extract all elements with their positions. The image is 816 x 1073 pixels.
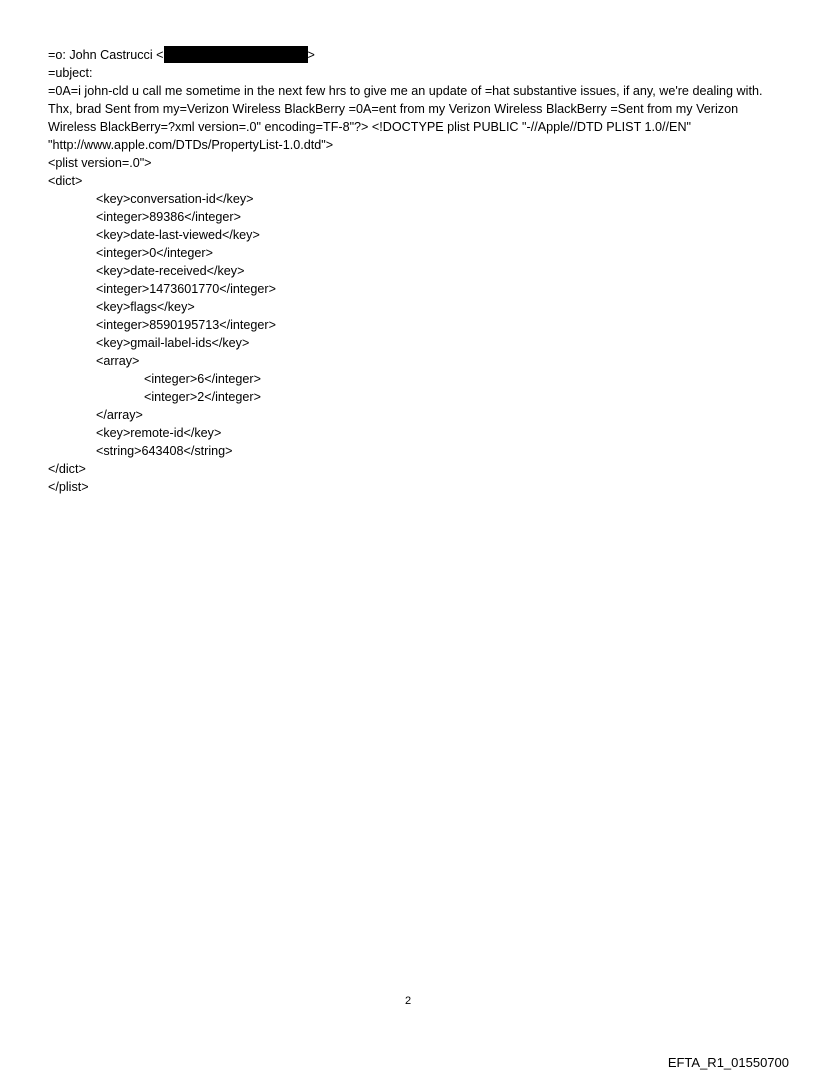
dict-close: </dict> — [48, 462, 86, 476]
redaction-block — [164, 46, 308, 63]
plist-value: <integer>0</integer> — [96, 246, 213, 260]
plist-key: <key>gmail-label-ids</key> — [96, 336, 250, 350]
array-open: <array> — [96, 354, 140, 368]
email-body: =0A=i john-cld u call me sometime in the next few hrs to give me an update of =hat substantive issues, if any, we're dealing with. Thx, brad Sent from my=Verizon Wireless BlackBerry =0A=ent from my Verizon Wireless BlackBerry =Sent from my Verizon Wireless BlackBerry=?xml version=.0" encoding=TF-8"?> <!DOCTYPE plist PUBLIC "-//Apple//DTD PLIST 1.0//EN" "http://www.apple.com/DTDs/PropertyList-1.0.dtd"> — [48, 84, 763, 152]
document-text — [48, 46, 770, 496]
plist-open: <plist version=.0"> — [48, 156, 152, 170]
to-close: > — [307, 48, 315, 62]
plist-key: <key>remote-id</key> — [96, 426, 222, 440]
plist-key: <key>date-last-viewed</key> — [96, 228, 260, 242]
subject-line: =ubject: — [48, 66, 93, 80]
plist-value: <integer>1473601770</integer> — [96, 282, 276, 296]
array-item: <integer>6</integer> — [144, 372, 261, 386]
to-line — [48, 46, 770, 64]
to-label: =o: John Castrucci < — [48, 48, 164, 62]
plist-value: <integer>89386</integer> — [96, 210, 241, 224]
dict-open: <dict> — [48, 174, 83, 188]
plist-value: <string>643408</string> — [96, 444, 233, 458]
plist-key: <key>flags</key> — [96, 300, 195, 314]
bates-number: EFTA_R1_01550700 — [667, 1055, 789, 1070]
array-close: </array> — [96, 408, 143, 422]
array-item: <integer>2</integer> — [144, 390, 261, 404]
plist-close: </plist> — [48, 480, 89, 494]
page-number: 2 — [404, 995, 412, 1007]
plist-key: <key>conversation-id</key> — [96, 192, 254, 206]
plist-value: <integer>8590195713</integer> — [96, 318, 276, 332]
plist-key: <key>date-received</key> — [96, 264, 245, 278]
